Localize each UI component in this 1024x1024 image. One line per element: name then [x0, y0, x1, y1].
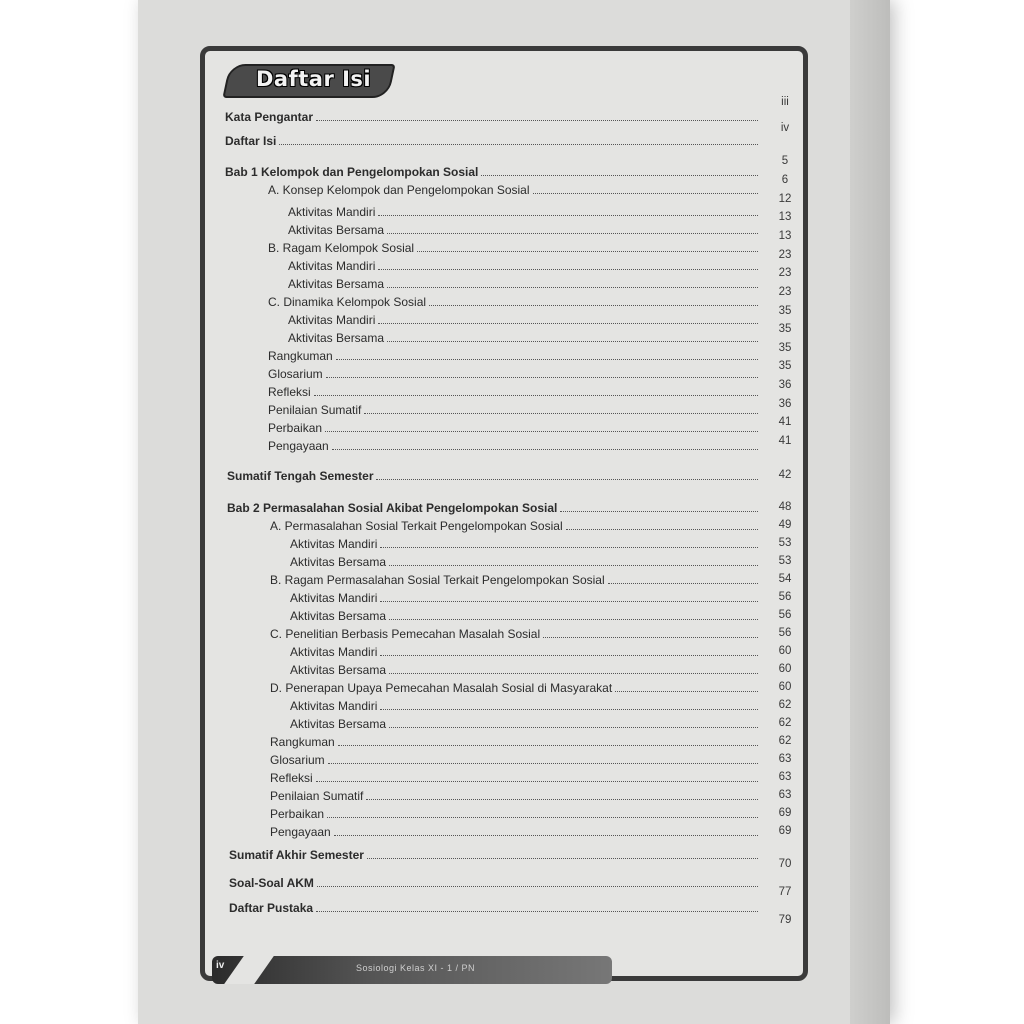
page-number: 35: [778, 323, 792, 335]
toc-leader-dots: [314, 395, 758, 396]
toc-entry: [268, 347, 758, 365]
toc-entry-label: Kata Pengantar: [225, 110, 314, 124]
toc-entry: [270, 625, 758, 643]
toc-entry: [290, 589, 758, 607]
toc-leader-dots: [317, 886, 758, 887]
toc-entry: [229, 846, 758, 864]
toc-entry: [270, 769, 758, 787]
toc-leader-dots: [615, 691, 758, 692]
toc-entry-label: Aktivitas Bersama: [290, 609, 387, 623]
page-number: 13: [778, 230, 792, 242]
toc-entry: [270, 679, 758, 697]
toc-entry: [270, 823, 758, 841]
toc-leader-dots: [376, 479, 758, 480]
toc-leader-dots: [387, 341, 758, 342]
page-number: 62: [778, 717, 792, 729]
toc-entry: [270, 517, 758, 535]
toc-entry: [268, 293, 758, 311]
toc-entry: [290, 553, 758, 571]
page-number: 69: [778, 807, 792, 819]
page-number: 41: [778, 416, 792, 428]
page-edge: [850, 0, 890, 1024]
toc-entry-label: Penilaian Sumatif: [268, 403, 362, 417]
footer-page-number: iv: [216, 960, 225, 971]
page-number: 48: [778, 501, 792, 513]
toc-entry-label: Sumatif Tengah Semester: [227, 469, 374, 483]
page-number: 54: [778, 573, 792, 585]
toc-leader-dots: [316, 781, 758, 782]
toc-leader-dots: [389, 673, 758, 674]
toc-entry: [268, 181, 758, 199]
toc-entry-label: Pengayaan: [268, 439, 329, 453]
toc-entry: [268, 239, 758, 257]
toc-leader-dots: [316, 911, 758, 912]
toc-leader-dots: [338, 745, 758, 746]
page-number: 23: [778, 286, 792, 298]
toc-entry-label: C. Dinamika Kelompok Sosial: [268, 295, 427, 309]
toc-leader-dots: [364, 413, 758, 414]
page-number: 60: [778, 663, 792, 675]
page-number: 79: [778, 914, 792, 926]
toc-leader-dots: [380, 709, 758, 710]
toc-entry-label: Bab 1 Kelompok dan Pengelompokan Sosial: [225, 165, 479, 179]
toc-leader-dots: [378, 269, 758, 270]
toc-leader-dots: [566, 529, 758, 530]
toc-entry-label: Daftar Pustaka: [229, 901, 314, 915]
toc-leader-dots: [389, 727, 758, 728]
toc-entry: [288, 221, 758, 239]
toc-entry: [288, 257, 758, 275]
toc-entry-label: Aktivitas Mandiri: [288, 205, 376, 219]
toc-leader-dots: [380, 547, 758, 548]
page-number: 13: [778, 211, 792, 223]
toc-leader-dots: [380, 655, 758, 656]
toc-leader-dots: [533, 193, 758, 194]
page-number: 53: [778, 555, 792, 567]
toc-leader-dots: [560, 511, 758, 512]
page-number: 23: [778, 267, 792, 279]
toc-entry: [227, 467, 758, 485]
toc-entry-label: Glosarium: [268, 367, 323, 381]
toc-entry-label: Rangkuman: [270, 735, 335, 749]
toc-entry-label: Aktivitas Mandiri: [290, 537, 378, 551]
toc-leader-dots: [389, 565, 758, 566]
toc-leader-dots: [332, 449, 758, 450]
toc-entry: [270, 751, 758, 769]
toc-leader-dots: [367, 858, 758, 859]
page-number: 35: [778, 360, 792, 372]
page-number: iii: [781, 96, 789, 108]
toc-entry-label: Aktivitas Bersama: [290, 717, 387, 731]
toc-entry: [290, 715, 758, 733]
toc-entry-label: D. Penerapan Upaya Pemecahan Masalah Sosial di Masyarakat: [270, 681, 613, 695]
toc-entry-label: C. Penelitian Berbasis Pemecahan Masalah Sosial: [270, 627, 541, 641]
toc-leader-dots: [325, 431, 758, 432]
page-number: 62: [778, 735, 792, 747]
toc-entry-label: Daftar Isi: [225, 134, 277, 148]
toc-entry-label: Soal-Soal AKM: [229, 876, 314, 890]
toc-entry: [225, 108, 758, 126]
page-number: 63: [778, 789, 792, 801]
page-number: 41: [778, 435, 792, 447]
toc-leader-dots: [334, 835, 758, 836]
toc-entry-label: A. Permasalahan Sosial Terkait Pengelompokan Sosial: [270, 519, 563, 533]
toc-entry: [290, 643, 758, 661]
toc-entry-label: B. Ragam Kelompok Sosial: [268, 241, 415, 255]
page-number: 63: [778, 771, 792, 783]
toc-entry: [268, 365, 758, 383]
toc-leader-dots: [389, 619, 758, 620]
page-number: 70: [778, 858, 792, 870]
toc-leader-dots: [481, 175, 758, 176]
toc-entry: [268, 419, 758, 437]
toc-leader-dots: [378, 323, 758, 324]
toc-entry-label: Glosarium: [270, 753, 325, 767]
toc-entry: [270, 733, 758, 751]
toc-leader-dots: [336, 359, 758, 360]
toc-entry-label: B. Ragam Permasalahan Sosial Terkait Pengelompokan Sosial: [270, 573, 605, 587]
page-number: 36: [778, 398, 792, 410]
page-number: 23: [778, 249, 792, 261]
page-title: Daftar Isi: [256, 67, 372, 91]
page-number: 42: [778, 469, 792, 481]
page-number: 35: [778, 305, 792, 317]
toc-entry-label: Aktivitas Mandiri: [288, 259, 376, 273]
toc-entry-label: Perbaikan: [268, 421, 323, 435]
page-number: 69: [778, 825, 792, 837]
toc-entry: [268, 383, 758, 401]
toc-entry: [290, 535, 758, 553]
toc-entry-label: Perbaikan: [270, 807, 325, 821]
toc-entry-label: Aktivitas Mandiri: [290, 645, 378, 659]
toc-leader-dots: [328, 763, 758, 764]
toc-entry: [225, 132, 758, 150]
toc-entry: [270, 787, 758, 805]
toc-entry-label: Aktivitas Mandiri: [290, 591, 378, 605]
toc-entry: [225, 163, 758, 181]
toc-leader-dots: [429, 305, 758, 306]
toc-entry: [288, 329, 758, 347]
toc-entry-label: Bab 2 Permasalahan Sosial Akibat Pengelompokan Sosial: [227, 501, 558, 515]
toc-leader-dots: [326, 377, 758, 378]
toc-leader-dots: [316, 120, 758, 121]
toc-leader-dots: [279, 144, 758, 145]
toc-entry: [290, 607, 758, 625]
page-number: 60: [778, 681, 792, 693]
toc-entry-label: Sumatif Akhir Semester: [229, 848, 364, 862]
toc-leader-dots: [608, 583, 758, 584]
page-number: 36: [778, 379, 792, 391]
page-number: iv: [780, 122, 790, 134]
toc-entry: [229, 874, 758, 892]
toc-leader-dots: [387, 233, 758, 234]
toc-entry-label: Rangkuman: [268, 349, 333, 363]
toc-entry: [227, 499, 758, 517]
toc-entry: [268, 401, 758, 419]
toc-entry: [288, 203, 758, 221]
toc-entry-label: Aktivitas Mandiri: [288, 313, 376, 327]
toc-leader-dots: [387, 287, 758, 288]
page-number: 5: [781, 155, 789, 167]
toc-entry-label: Refleksi: [268, 385, 311, 399]
toc-leader-dots: [543, 637, 758, 638]
page-number: 60: [778, 645, 792, 657]
page-number: 12: [778, 193, 792, 205]
page-number: 56: [778, 591, 792, 603]
page-number: 77: [778, 886, 792, 898]
toc-leader-dots: [366, 799, 758, 800]
page-number: 63: [778, 753, 792, 765]
toc-entry-label: Aktivitas Mandiri: [290, 699, 378, 713]
page-number: 6: [781, 174, 789, 186]
page-number: 53: [778, 537, 792, 549]
page-number: 49: [778, 519, 792, 531]
toc-entry: [270, 805, 758, 823]
toc-entry-label: A. Konsep Kelompok dan Pengelompokan Sosial: [268, 183, 530, 197]
footer-book-title: Sosiologi Kelas XI - 1 / PN: [356, 963, 476, 973]
page-number: 56: [778, 609, 792, 621]
page-number: 35: [778, 342, 792, 354]
toc-entry: [229, 899, 758, 917]
toc-entry-label: Aktivitas Bersama: [288, 277, 385, 291]
toc-leader-dots: [380, 601, 758, 602]
toc-entry-label: Aktivitas Bersama: [288, 223, 385, 237]
toc-leader-dots: [417, 251, 758, 252]
toc-entry: [270, 571, 758, 589]
toc-entry: [268, 437, 758, 455]
toc-entry-label: Pengayaan: [270, 825, 331, 839]
toc-entry-label: Refleksi: [270, 771, 313, 785]
toc-leader-dots: [378, 215, 758, 216]
toc-entry: [288, 275, 758, 293]
toc-entry-label: Penilaian Sumatif: [270, 789, 364, 803]
toc-entry-label: Aktivitas Bersama: [290, 555, 387, 569]
toc-entry-label: Aktivitas Bersama: [288, 331, 385, 345]
page-number: 62: [778, 699, 792, 711]
toc-entry-label: Aktivitas Bersama: [290, 663, 387, 677]
toc-leader-dots: [327, 817, 758, 818]
toc-entry: [290, 697, 758, 715]
toc-entry: [288, 311, 758, 329]
toc-entry: [290, 661, 758, 679]
page-number: 56: [778, 627, 792, 639]
